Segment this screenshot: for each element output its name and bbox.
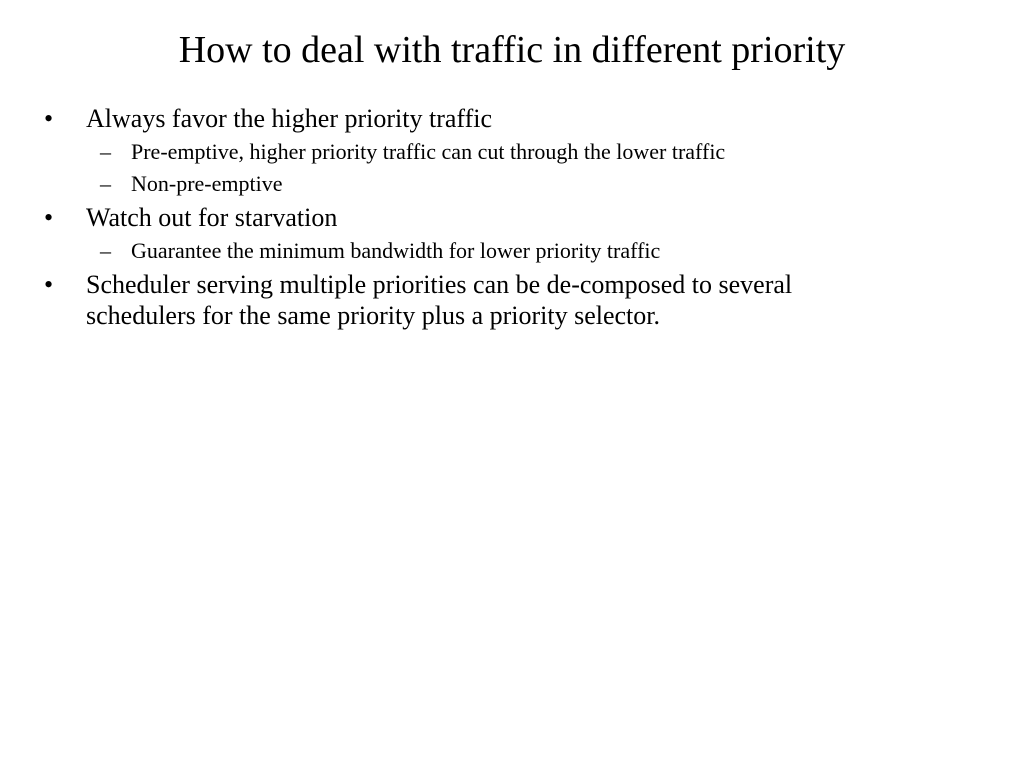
bullet-item bbox=[0, 202, 886, 233]
sub-bullet-item bbox=[0, 170, 911, 198]
sub-bullet-marker: – bbox=[100, 238, 111, 263]
slide-content bbox=[0, 99, 1024, 331]
sub-bullet-text: Non-pre-emptive bbox=[131, 171, 283, 196]
bullet-marker: • bbox=[44, 104, 54, 133]
sub-bullet-item bbox=[0, 237, 911, 265]
bullet-item bbox=[0, 103, 886, 134]
bullet-marker: • bbox=[44, 203, 54, 232]
bullet-text: Scheduler serving multiple priorities can be de-composed to several schedulers for the same priority plus a priority selector. bbox=[86, 270, 793, 330]
sub-bullet-text: Guarantee the minimum bandwidth for lower priority traffic bbox=[131, 238, 661, 263]
bullet-text: Always favor the higher priority traffic bbox=[86, 104, 492, 133]
sub-bullet-item bbox=[0, 138, 911, 166]
sub-bullet-marker: – bbox=[100, 171, 111, 196]
slide-title: How to deal with traffic in different priority bbox=[178, 29, 846, 71]
bullet-marker: • bbox=[44, 270, 54, 299]
bullet-item bbox=[0, 269, 886, 331]
sub-bullet-marker: – bbox=[100, 139, 111, 164]
bullet-text: Watch out for starvation bbox=[86, 203, 338, 232]
sub-bullet-text: Pre-emptive, higher priority traffic can cut through the lower traffic bbox=[131, 139, 726, 164]
